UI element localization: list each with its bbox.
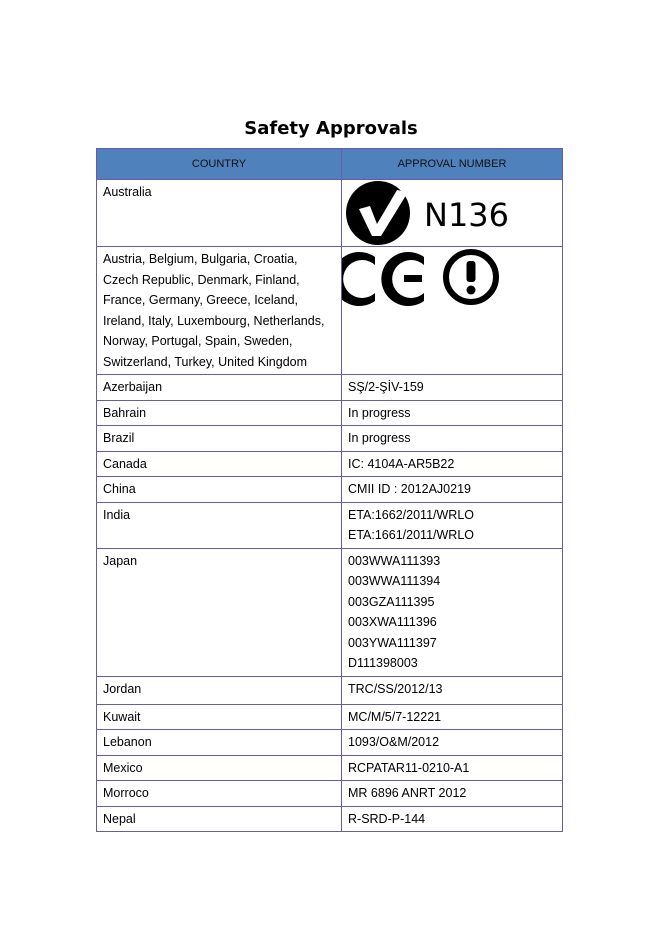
country-name: Morroco bbox=[103, 786, 149, 800]
country-cell bbox=[97, 781, 342, 807]
approval-number: TRC/SS/2012/13 bbox=[348, 681, 443, 696]
country-name: Brazil bbox=[103, 431, 135, 445]
table-row bbox=[97, 375, 563, 401]
country-column-header: COUNTRY bbox=[97, 149, 342, 180]
table-row bbox=[97, 477, 563, 503]
country-line: Ireland, Italy, Luxembourg, Netherlands, bbox=[103, 313, 325, 328]
country-name: Azerbaijan bbox=[103, 380, 163, 394]
approval-number: MC/M/5/7-12221 bbox=[348, 709, 442, 724]
table-row bbox=[97, 426, 563, 452]
approval-number: 003WWA111394 bbox=[348, 574, 441, 588]
country-name: China bbox=[103, 482, 136, 496]
country-cell bbox=[97, 477, 342, 503]
approval-number: CMII ID : 2012AJ0219 bbox=[348, 482, 471, 496]
approval-number-cell bbox=[342, 502, 563, 548]
approval-number: 1093/O&M/2012 bbox=[348, 735, 440, 749]
page-title: Safety Approvals bbox=[244, 118, 418, 139]
ce-letter-c-icon bbox=[342, 252, 375, 306]
country-cell bbox=[97, 180, 342, 247]
country-cell bbox=[97, 400, 342, 426]
country-line: Austria, Belgium, Bulgaria, Croatia, bbox=[103, 252, 298, 266]
country-line: France, Germany, Greece, Iceland, bbox=[103, 293, 298, 307]
approval-number: D111398003 bbox=[348, 656, 418, 670]
table-row-australia bbox=[97, 180, 563, 247]
table-row bbox=[97, 451, 563, 477]
approval-number: In progress bbox=[348, 405, 411, 420]
approval-number-column-header: APPROVAL NUMBER bbox=[342, 149, 563, 180]
country-name: Japan bbox=[103, 553, 138, 568]
approval-number-cell bbox=[342, 400, 563, 426]
approval-number: 003WWA111393 bbox=[348, 553, 441, 568]
country-name: India bbox=[103, 507, 131, 522]
approval-number: MR 6896 ANRT 2012 bbox=[348, 786, 467, 800]
country-name: Bahrain bbox=[103, 405, 147, 420]
country-name: Jordan bbox=[103, 681, 142, 696]
table-row bbox=[97, 730, 563, 756]
country-cell bbox=[97, 247, 342, 375]
approval-number-cell bbox=[342, 548, 563, 676]
table-row bbox=[97, 548, 563, 676]
approval-logo-cell bbox=[342, 180, 563, 247]
country-cell bbox=[97, 704, 342, 730]
alert-exclamation-dot bbox=[467, 286, 476, 295]
approval-number-cell bbox=[342, 426, 563, 452]
country-cell bbox=[97, 730, 342, 756]
country-cell bbox=[97, 548, 342, 676]
table-row-europe bbox=[97, 247, 563, 375]
rcm-supplier-code: N136 bbox=[424, 196, 510, 234]
country-name: Nepal bbox=[103, 811, 136, 826]
approval-number: IC: 4104A-AR5B22 bbox=[348, 456, 455, 471]
ce-letter-e-bar bbox=[404, 275, 422, 282]
table-row bbox=[97, 400, 563, 426]
country-name: Kuwait bbox=[103, 709, 141, 724]
approval-number: ETA:1661/2011/WRLO bbox=[348, 528, 474, 542]
country-cell bbox=[97, 676, 342, 704]
country-line: Czech Republic, Denmark, Finland, bbox=[103, 272, 300, 287]
approval-number-cell bbox=[342, 451, 563, 477]
country-cell bbox=[97, 375, 342, 401]
country-cell bbox=[97, 502, 342, 548]
approval-number: 003XWA111396 bbox=[348, 615, 437, 629]
rcm-tick-mark-logo bbox=[342, 180, 563, 246]
approvals-table bbox=[96, 148, 563, 832]
country-name: Lebanon bbox=[103, 735, 152, 749]
approval-number: R-SRD-P-144 bbox=[348, 811, 426, 826]
table-row bbox=[97, 502, 563, 548]
country-cell bbox=[97, 426, 342, 452]
approval-number-cell bbox=[342, 704, 563, 730]
approval-number: 003YWA111397 bbox=[348, 635, 437, 650]
table-row bbox=[97, 806, 563, 832]
approval-number-cell bbox=[342, 755, 563, 781]
country-name: Australia bbox=[103, 185, 152, 199]
table-row bbox=[97, 704, 563, 730]
approval-number-cell bbox=[342, 375, 563, 401]
table-row bbox=[97, 755, 563, 781]
country-line: Switzerland, Turkey, United Kingdom bbox=[103, 354, 308, 369]
approval-number: ETA:1662/2011/WRLO bbox=[348, 507, 474, 522]
country-name: Canada bbox=[103, 456, 147, 471]
alert-exclamation-bar bbox=[467, 261, 476, 282]
country-cell bbox=[97, 451, 342, 477]
approval-number-cell bbox=[342, 806, 563, 832]
approval-number-cell bbox=[342, 781, 563, 807]
approval-number: RCPATAR11-0210-A1 bbox=[348, 760, 470, 775]
approval-number: 003GZA111395 bbox=[348, 594, 435, 609]
approval-number: SŞ/2-ŞİV-159 bbox=[348, 380, 424, 394]
ce-alert-mark-logo bbox=[342, 247, 563, 370]
country-cell bbox=[97, 755, 342, 781]
approval-number-cell bbox=[342, 676, 563, 704]
country-line: Norway, Portugal, Spain, Sweden, bbox=[103, 334, 293, 348]
table-header-row bbox=[97, 149, 563, 180]
approval-logo-cell bbox=[342, 247, 563, 375]
table-row bbox=[97, 676, 563, 704]
country-cell bbox=[97, 806, 342, 832]
approval-number-cell bbox=[342, 477, 563, 503]
approval-number: In progress bbox=[348, 431, 411, 445]
approval-number-cell bbox=[342, 730, 563, 756]
table-row bbox=[97, 781, 563, 807]
country-name: Mexico bbox=[103, 760, 143, 775]
